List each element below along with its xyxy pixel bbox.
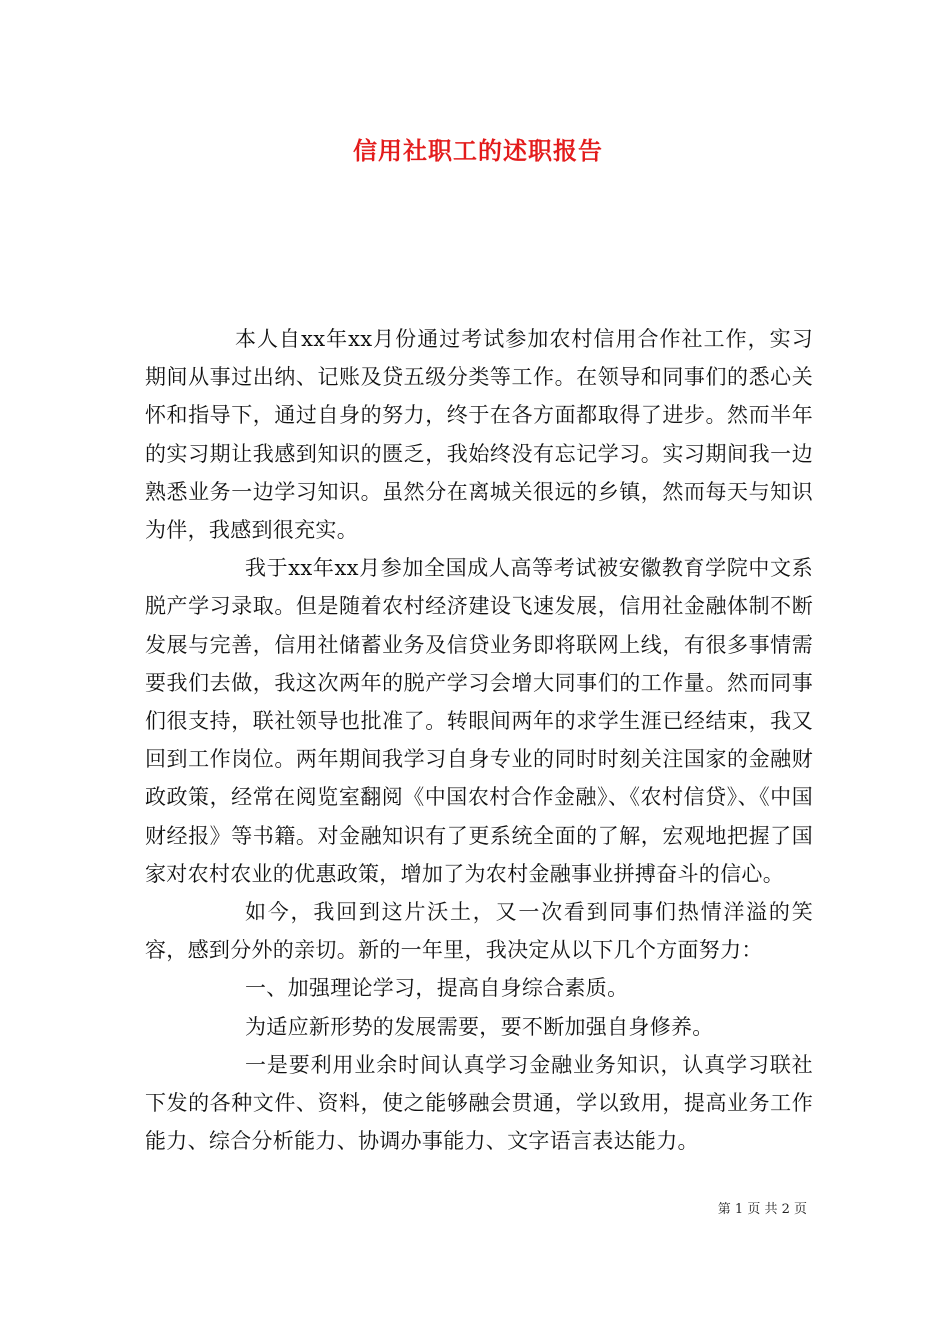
document-title: 信用社职工的述职报告 [353,137,603,165]
page-number-footer: 第 1 页 共 2 页 [717,1202,807,1217]
paragraph-3: 如今，我回到这片沃土，又一次看到同事们热情洋溢的笑容，感到分外的亲切。新的一年里，我决定从以下几个方面努力： [145,900,813,963]
paragraph-4: 一、加强理论学习，提高自身综合素质。 [245,976,629,1001]
paragraph-5: 为适应新形势的发展需要，要不断加强自身修养。 [245,1014,714,1039]
paragraph-2: 我于xx年xx月参加全国成人高等考试被安徽教育学院中文系脱产学习录取。但是随着农村经济建设飞速发展，信用社金融体制不断发展与完善，信用社储蓄业务及信贷业务即将联网上线，有很多事情需要我们去做，我这次两年的脱产学习会增大同事们的工作量。然而同事们很支持，联社领导也批准了。转眼间两年的求学生涯已经结束，我又回到工作岗位。两年期间我学习自身专业的同时时刻关注国家的金融财政政策，经常在阅览室翻阅《中国农村合作金融》、《农村信贷》、《中国财经报》等书籍。对金融知识有了更系统全面的了解，宏观地把握了国家对农村农业的优惠政策，增加了为农村金融事业拼搏奋斗的信心。 [145,556,813,886]
paragraph-6: 一是要利用业余时间认真学习金融业务知识，认真学习联社下发的各种文件、资料，使之能够融会贯通，学以致用，提高业务工作能力、综合分析能力、协调办事能力、文字语言表达能力。 [145,1052,813,1154]
document-body [145,320,813,1160]
paragraph-1: 本人自xx年xx月份通过考试参加农村信用合作社工作，实习期间从事过出纳、记账及贷五级分类等工作。在领导和同事们的悉心关怀和指导下，通过自身的努力，终于在各方面都取得了进步。然而半年的实习期让我感到知识的匮乏，我始终没有忘记学习。实习期间我一边熟悉业务一边学习知识。虽然分在离城关很远的乡镇，然而每天与知识为伴，我感到很充实。 [145,327,813,543]
